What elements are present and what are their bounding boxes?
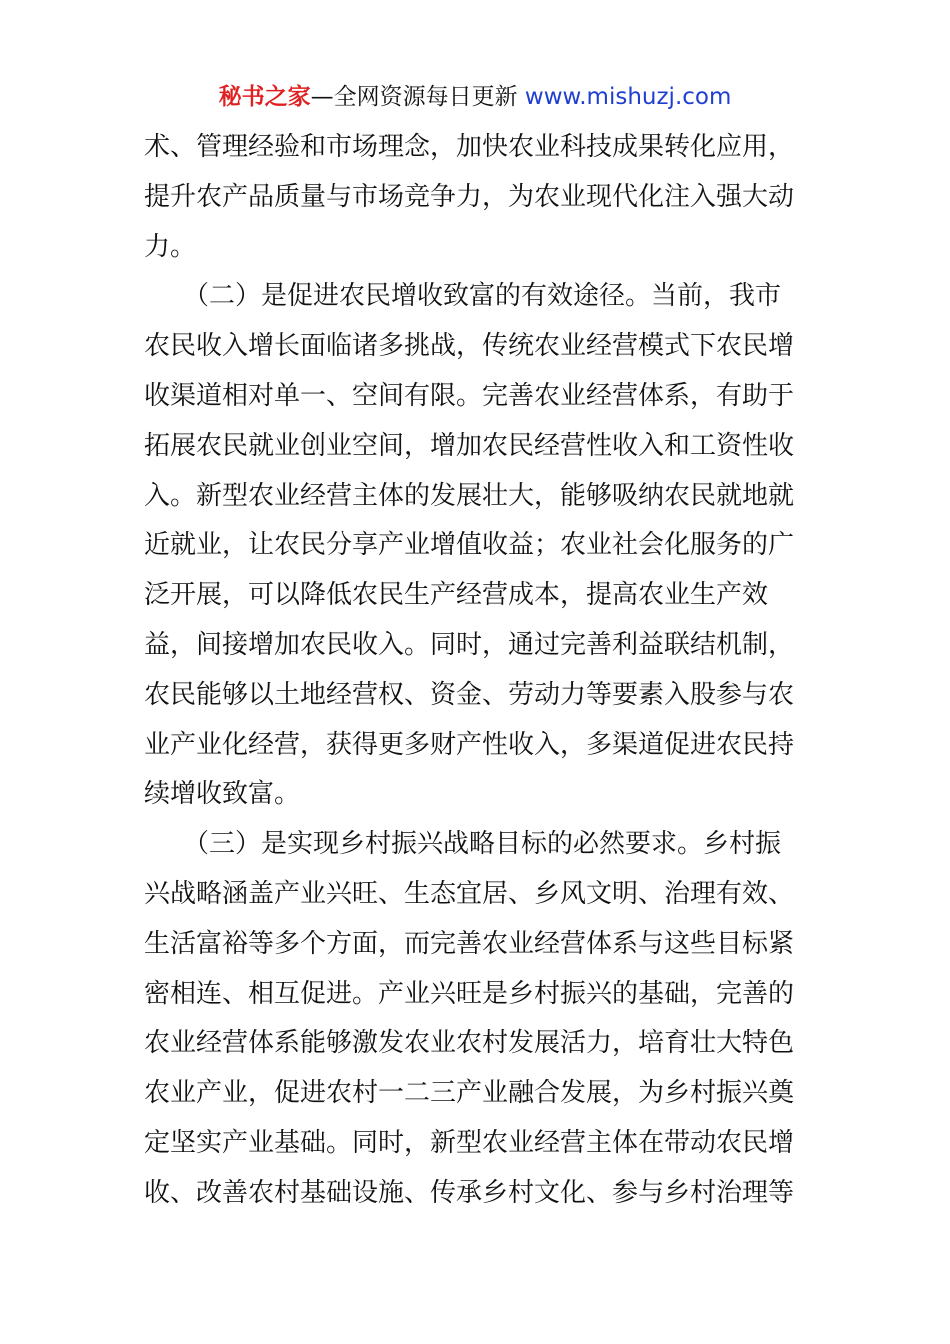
text-line: 业产业化经营，获得更多财产性收入，多渠道促进农民持 <box>144 729 795 760</box>
text-line: 农业产业，促进农村一二三产业融合发展，为乡村振兴奠 <box>144 1078 795 1109</box>
text-line: 泛开展，可以降低农民生产经营成本，提高农业生产效 <box>144 580 769 611</box>
text-line: 定坚实产业基础。同时，新型农业经营主体在带动农民增 <box>144 1127 795 1158</box>
text-line: 益，间接增加农民收入。同时，通过完善利益联结机制， <box>144 629 795 660</box>
text-line: 力。 <box>144 231 197 262</box>
text-line: 农民收入增长面临诸多挑战，传统农业经营模式下农民增 <box>144 331 795 362</box>
text-line: 收渠道相对单一、空间有限。完善农业经营体系，有助于 <box>144 380 795 411</box>
text-line: 入。新型农业经营主体的发展壮大，能够吸纳农民就地就 <box>144 480 795 511</box>
text-line: （二）是促进农民增收致富的有效途径。当前，我市 <box>144 281 782 312</box>
text-line: 续增收致富。 <box>144 779 301 810</box>
text-line: 拓展农民就业创业空间，增加农民经营性收入和工资性收 <box>144 430 795 461</box>
brand-name: 秘书之家 <box>218 84 311 110</box>
document-body <box>144 123 810 1219</box>
text-line: 收、改善农村基础设施、传承乡村文化、参与乡村治理等 <box>144 1177 795 1208</box>
text-line: 术、管理经验和市场理念，加快农业科技成果转化应用， <box>144 132 795 162</box>
text-line: 提升农产品质量与市场竞争力，为农业现代化注入强大动 <box>144 181 795 212</box>
text-line: 密相连、相互促进。产业兴旺是乡村振兴的基础，完善的 <box>144 978 795 1009</box>
header-tagline: —全网资源每日更新 <box>310 84 525 110</box>
text-line: 兴战略涵盖产业兴旺、生态宜居、乡风文明、治理有效、 <box>144 878 795 909</box>
text-line: 近就业，让农民分享产业增值收益；农业社会化服务的广 <box>144 530 795 561</box>
text-line: 农民能够以土地经营权、资金、劳动力等要素入股参与农 <box>144 679 795 710</box>
text-line: 农业经营体系能够激发农业农村发展活力，培育壮大特色 <box>144 1028 795 1059</box>
site-url: www.mishuzj.com <box>524 84 732 110</box>
text-line: 生活富裕等多个方面，而完善农业经营体系与这些目标紧 <box>144 928 795 959</box>
watermark-header <box>0 80 950 114</box>
text-line: （三）是实现乡村振兴战略目标的必然要求。乡村振 <box>144 829 782 860</box>
